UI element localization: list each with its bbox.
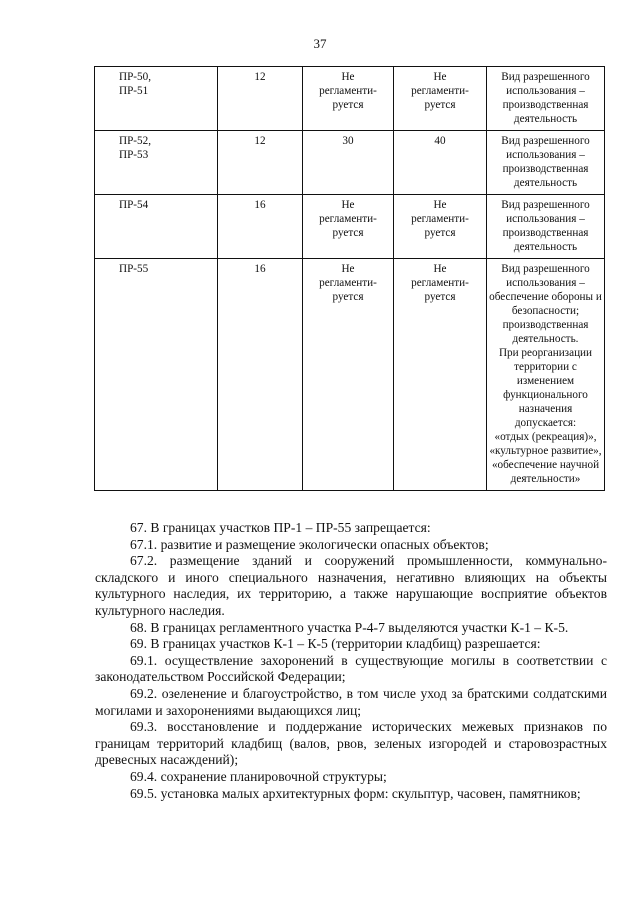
table-cell-code: ПР-52, ПР-53 <box>95 131 218 195</box>
paragraph-67: 67. В границах участков ПР-1 – ПР-55 запрещается: <box>130 520 431 535</box>
table-cell-value: 30 <box>303 131 394 195</box>
table-cell-use-type: Вид разрешенного использования – производственная деятельность <box>487 67 605 131</box>
table-row <box>95 195 605 259</box>
table-cell-use-type: Вид разрешенного использования – производственная деятельность <box>487 195 605 259</box>
paragraph-69-2: 69.2. озеленение и благоустройство, в том числе уход за братскими солдатскими могилами и захоронениями выдающихся лиц; <box>95 685 607 718</box>
paragraph-68: 68. В границах регламентного участка Р-4-7 выделяются участки К-1 – К-5. <box>130 619 569 635</box>
table-cell-use-type: Вид разрешенного использования – производственная деятельность <box>487 131 605 195</box>
table-cell-code: ПР-50, ПР-51 <box>95 67 218 131</box>
table-cell-value: Не регламенти- руется <box>394 259 487 491</box>
paragraph-67-2: 67.2. размещение зданий и сооружений промышленности, коммунально-складского и иного специального назначения, негативно влияющих на объекты культурного наследия, их территорию, а также нарушающие восприятие объектов культурного наследия. <box>95 553 607 618</box>
table-cell-value: 12 <box>218 67 303 131</box>
table-cell-value: 16 <box>218 195 303 259</box>
table-cell-value: Не регламенти- руется <box>394 67 487 131</box>
paragraph-69-4: 69.4. сохранение планировочной структуры; <box>130 768 387 784</box>
paragraph-69-5: 69.5. установка малых архитектурных форм: скульптур, часовен, памятников; <box>130 785 581 801</box>
table-row <box>95 259 605 491</box>
table-cell-use-type: Вид разрешенного использования – обеспечение обороны и безопасности; производственная деятельность. При реорганизации территории с изменением функционального назначения допускается: «отдых (рекреация)», «культурное развитие», «обеспечение научной деятельности» <box>487 259 605 491</box>
paragraph-69-1: 69.1. осуществление захоронений в существующие могилы в соответствии с законодательством Российской Федерации; <box>95 652 607 685</box>
regulation-table <box>94 66 605 491</box>
table-cell-code: ПР-55 <box>95 259 218 491</box>
table-cell-value: Не регламенти- руется <box>303 67 394 131</box>
paragraph-69: 69. В границах участков К-1 – К-5 (территории кладбищ) разрешается: <box>130 636 541 652</box>
table-cell-value: 16 <box>218 259 303 491</box>
table-cell-value: 12 <box>218 131 303 195</box>
table-cell-value: Не регламенти- руется <box>303 195 394 259</box>
page-number: 37 <box>313 36 327 51</box>
table-row <box>95 67 605 131</box>
table-cell-code: ПР-54 <box>95 195 218 259</box>
body-text <box>95 520 607 802</box>
table-cell-value: 40 <box>394 131 487 195</box>
table-row <box>95 131 605 195</box>
table-cell-value: Не регламенти- руется <box>303 259 394 491</box>
paragraph-69-3: 69.3. восстановление и поддержание исторических межевых признаков по границам территорий кладбищ (валов, рвов, зеленых изгородей и старовозрастных древесных насаждений); <box>95 719 607 768</box>
table-cell-value: Не регламенти- руется <box>394 195 487 259</box>
paragraph-67-1: 67.1. развитие и размещение экологически опасных объектов; <box>130 536 489 552</box>
